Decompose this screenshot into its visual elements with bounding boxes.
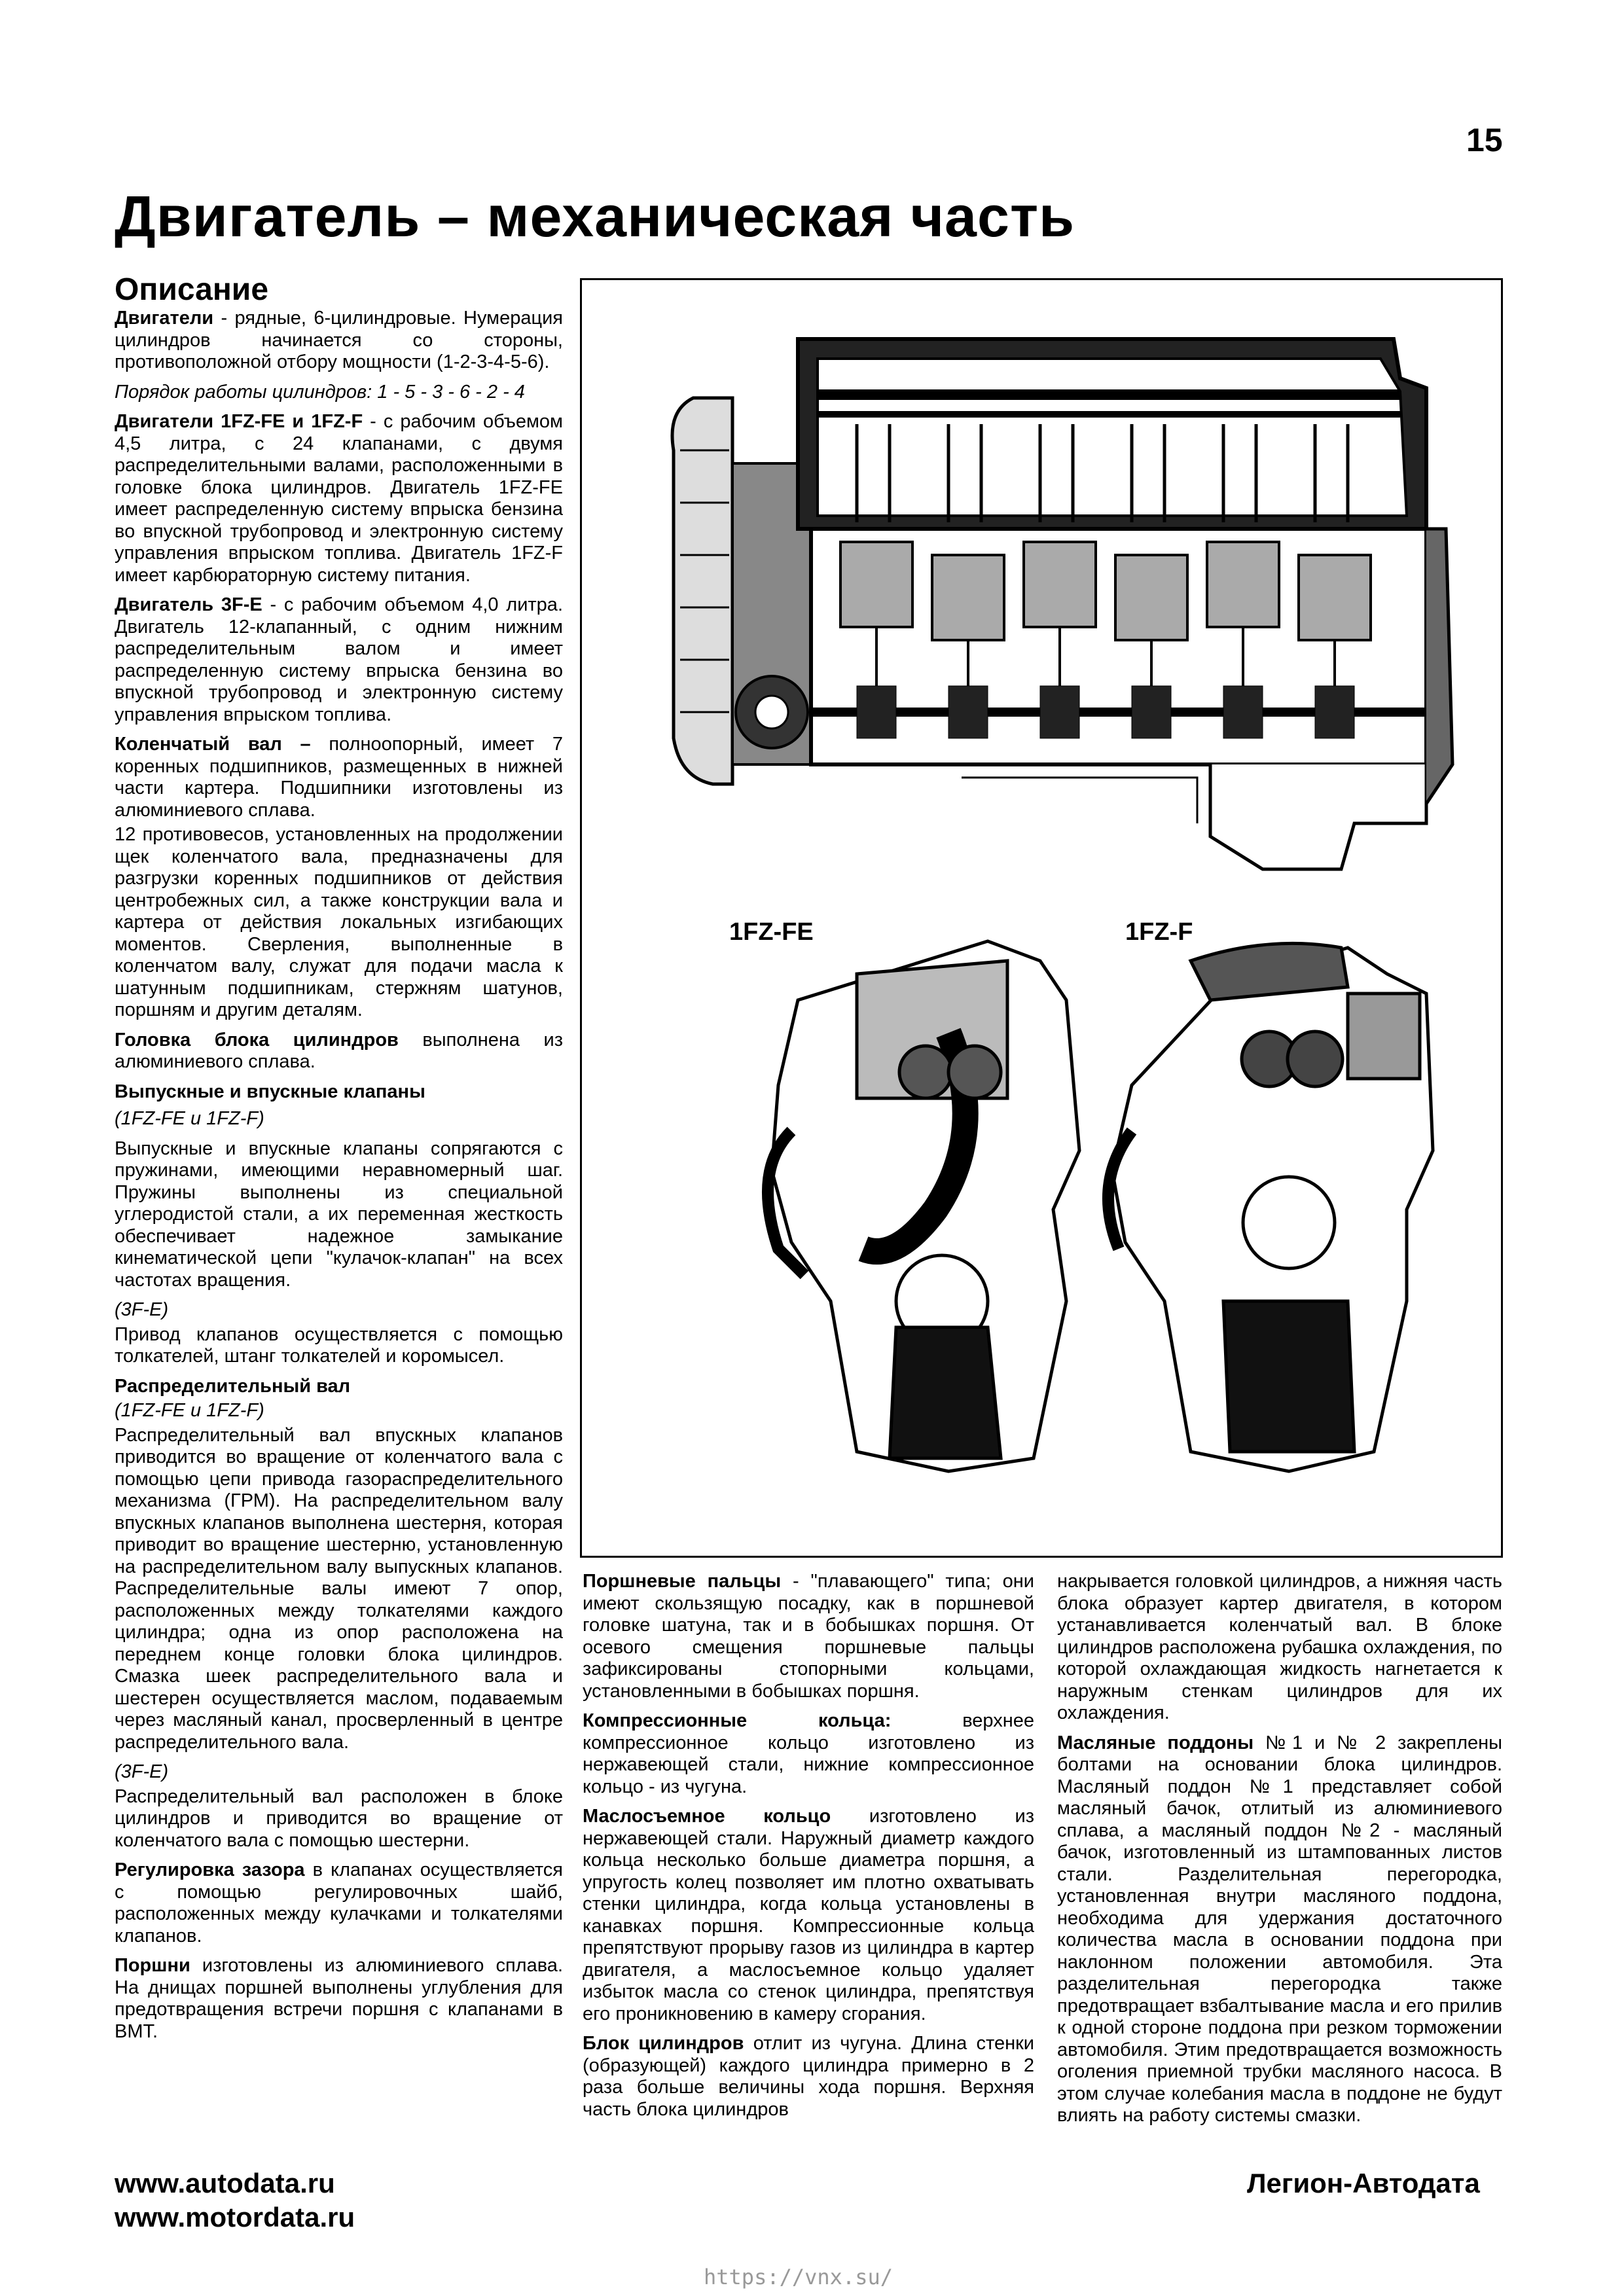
paragraph: Поршневые пальцы - "плавающего" типа; они имеют скользящую посадку, как в поршневой головке шатуна, так и в бобышках поршня. От осевого смещения поршневые пальцы зафиксированы стопорными кольцами, установленными в бобышках поршня. bbox=[583, 1571, 1034, 1702]
paragraph: Двигатели - рядные, 6-цилиндровые. Нумерация цилиндров начинается со стороны, противоположной отбору мощности (1-2-3-4-5-6). bbox=[115, 308, 563, 372]
paragraph: Распределительный вал расположен в блоке цилиндров и приводится во вращение от коленчатого вала с помощью шестерни. bbox=[115, 1785, 563, 1851]
paragraph: Выпускные и впускные клапаны сопрягаются с пружинами, имеющими неравномерный шаг. Пружины выполнены из специальной углеродистой стали, а их переменная жесткость обеспечивает надежное замыкание кинематической цепи "кулачок-клапан" на всех частотах вращения. bbox=[115, 1138, 563, 1291]
subheading: Распределительный вал bbox=[115, 1375, 351, 1397]
engine-figure bbox=[580, 278, 1503, 1558]
figure-label-1fz-f: 1FZ-F bbox=[1125, 918, 1193, 946]
paragraph: Поршни изготовлены из алюминиевого сплава. На днищах поршней выполнены углубления для предотвращения встречи поршня с клапанами в ВМТ. bbox=[115, 1955, 563, 2042]
firing-order: Порядок работы цилиндров: 1 - 5 - 3 - 6 - 2 - 4 bbox=[115, 381, 525, 403]
footer-publisher: Легион-Автодата bbox=[1247, 2168, 1480, 2198]
footer-link-autodata[interactable]: www.autodata.ru bbox=[115, 2168, 335, 2198]
subheading-note: (3F-E) bbox=[115, 1299, 169, 1320]
subheading-note: (3F-E) bbox=[115, 1761, 169, 1782]
paragraph: Распределительный вал впускных клапанов приводится во вращение от коленчатого вала с помощью цепи привода газораспределительного механизма (ГРМ). На распределительном валу впускных клапанов выполнена шестерня, которая приводит во вращение шестерню, установленную на распределительном валу выпускных клапанов. Распределительные валы имеют 7 опор, расположенных между толкателями каждого цилиндра; одна из опор расположена на переднем конце головки блока цилиндров. Смазка шеек распределительного вала и шестерен осуществляется маслом, подаваемым через масляный канал, просверленный в центре распределительного вала. bbox=[115, 1424, 563, 1753]
longitudinal-section-drawing bbox=[672, 339, 1453, 869]
figure-label-1fz-fe: 1FZ-FE bbox=[729, 918, 814, 946]
section-title: Описание bbox=[115, 272, 269, 307]
engine-illustration bbox=[582, 280, 1501, 1556]
paragraph: Двигатель 3F-E - с рабочим объемом 4,0 литра. Двигатель 12-клапанный, с одним нижним распределительным валом и имеет распределенную систему впрыска бензина во впускной трубопровод и электронную систему управления впрыском топлива. bbox=[115, 594, 563, 725]
paragraph: Двигатели 1FZ-FE и 1FZ-F - с рабочим объемом 4,5 литра, с 24 клапанами, с двумя распределительными валами, расположенными в головке блока цилиндров. Двигатель 1FZ-FE имеет распределенную систему впрыска бензина во впускной трубопровод и электронную систему управления впрыском топлива. Двигатель 1FZ-F имеет карбюраторную систему питания. bbox=[115, 411, 563, 586]
paragraph: Регулировка зазора в клапанах осуществляется с помощью регулировочных шайб, расположенных между кулачками и толкателями клапанов. bbox=[115, 1859, 563, 1946]
subheading: Выпускные и впускные клапаны bbox=[115, 1081, 425, 1102]
paragraph: Маслосъемное кольцо изготовлено из нержавеющей стали. Наружный диаметр каждого кольца несколько больше диаметра поршня, а упругость колец позволяет им плотно охватывать стенки цилиндра, когда кольца установлены в канавках поршня. Компрессионные кольца препятствуют прорыву газов из цилиндра в картер двигателя, а маслосъемное кольцо удаляет избыток масла со стенок цилиндра, препятствуя его проникновению в камеру сгорания. bbox=[583, 1806, 1034, 2024]
front-section-1fz-fe-drawing bbox=[768, 941, 1079, 1471]
text-column-1 bbox=[115, 308, 563, 2051]
paragraph: Привод клапанов осуществляется с помощью толкателей, штанг толкателей и коромысел. bbox=[115, 1323, 563, 1367]
page-title: Двигатель – механическая часть bbox=[115, 184, 1075, 249]
paragraph: накрывается головкой цилиндров, а нижняя часть блока образует картер двигателя, в котором устанавливается коленчатый вал. В блоке цилиндров расположена рубашка охлаждения, по которой охлаждающая жидкость нагнетается к наружным стенкам цилиндров для их охлаждения. bbox=[1057, 1571, 1502, 1723]
front-section-1fz-f-drawing bbox=[1108, 943, 1433, 1471]
footer-link-motordata[interactable]: www.motordata.ru bbox=[115, 2202, 355, 2233]
paragraph: 12 противовесов, установленных на продолжении щек коленчатого вала, предназначены для разгрузки коренных подшипников от действия центробежных сил, а также конструкции вала и картера от действия локальных изгибающих моментов. Сверления, выполненные в коленчатом валу, служат для подачи масла к шатунным подшипникам, стержням шатунов, поршням и другим деталям. bbox=[115, 824, 563, 1020]
text-column-3 bbox=[1057, 1571, 1502, 2135]
paragraph: Компрессионные кольца: верхнее компрессионное кольцо изготовлено из нержавеющей стали, нижние компрессионное кольцо - из чугуна. bbox=[583, 1710, 1034, 1797]
page-number: 15 bbox=[1466, 122, 1503, 158]
subheading-note: (1FZ-FE и 1FZ-F) bbox=[115, 1108, 264, 1129]
paragraph: Головка блока цилиндров выполнена из алюминиевого сплава. bbox=[115, 1029, 564, 1072]
paragraph: Масляные поддоны №1 и № 2 закреплены болтами на основании блока цилиндров. Масляный поддон №1 представляет собой масляный бачок, отлитый из алюминиевого сплава, а масляный поддон №2 - масляный бачок, изготовленный из штампованных листов стали. Разделительная перегородка, установленная внутри масляного поддона, необходима для удержания достаточного количества масла в основании поддона при наклонном положении автомобиля. Эта разделительная перегородка также предотвращает взбалтывание масла и его прилив к одной стороне поддона при резком торможении автомобиля. Этим предотвращается возможность оголения приемной трубки масляного насоса. В этом случае колебания масла в поддоне не будут влиять на работу системы смазки. bbox=[1057, 1732, 1502, 2126]
text-column-2 bbox=[583, 1571, 1034, 2128]
watermark: https://vnx.su/ bbox=[704, 2265, 893, 2289]
footer-websites bbox=[115, 2166, 355, 2234]
subheading-note: (1FZ-FE и 1FZ-F) bbox=[115, 1400, 264, 1421]
paragraph: Блок цилиндров отлит из чугуна. Длина стенки (образующей) каждого цилиндра примерно в 2 раза больше величины хода поршня. Верхняя часть блока цилиндров bbox=[583, 2033, 1034, 2120]
paragraph: Коленчатый вал – полноопорный, имеет 7 коренных подшипников, размещенных в нижней части картера. Подшипники изготовлены из алюминиевого сплава. bbox=[115, 734, 563, 821]
